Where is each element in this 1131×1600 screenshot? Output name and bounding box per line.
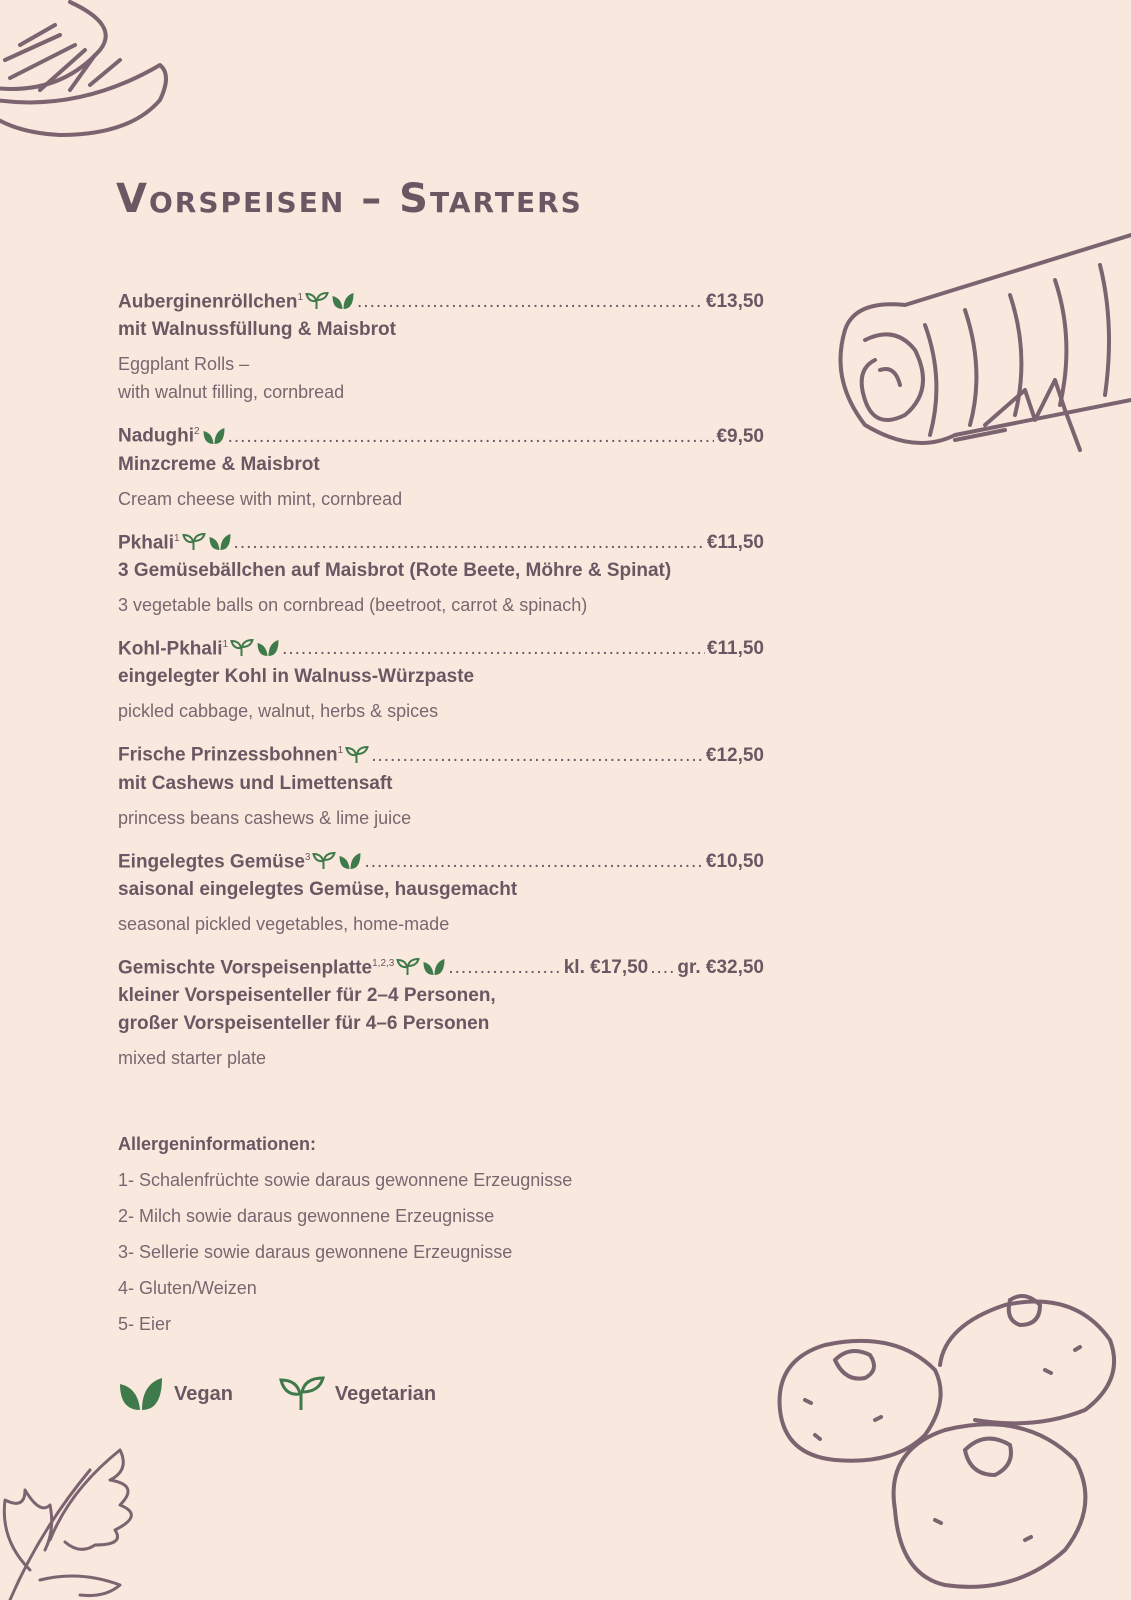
dish-price: €13,50 (705, 291, 764, 313)
menu-item (118, 525, 764, 619)
allergen-item: 4- Gluten/Weizen (118, 1278, 257, 1298)
dot-leader (282, 635, 705, 663)
menu-item-heading (118, 631, 764, 663)
dish-price: €10,50 (705, 850, 764, 872)
vegan-leaf-icon (331, 292, 355, 310)
legend-vegan-label: Vegan (174, 1382, 233, 1405)
allergen-info (118, 1126, 572, 1342)
allergen-marker: 1 (222, 638, 229, 650)
menu-item-heading (118, 284, 764, 316)
dot-leader (448, 954, 561, 982)
vegetarian-sprout-icon (182, 533, 206, 551)
vegetarian-sprout-icon (230, 639, 254, 657)
allergen-heading: Allergeninformationen: (118, 1134, 317, 1154)
dot-leader (357, 288, 704, 316)
menu-item-heading (118, 418, 764, 450)
menu-item (118, 284, 764, 406)
vegetarian-sprout-icon (345, 746, 369, 764)
allergen-marker: 1,2,3 (372, 957, 395, 969)
dish-name: Auberginenröllchen$^1$ (118, 284, 355, 316)
dish-description-en-line: seasonal pickled vegetables, home-made (118, 913, 450, 934)
dish-description-en (118, 485, 764, 513)
menu-item-heading (118, 844, 764, 876)
dish-price: €11,50 (706, 638, 764, 660)
dish-description-en (118, 1044, 764, 1072)
vegetarian-sprout-icon (312, 852, 336, 870)
dot-leader: .... (650, 957, 676, 979)
dish-description-de: mit Cashews und Limettensaft (118, 772, 393, 794)
dish-description-en-line: princess beans cashews & lime juice (118, 807, 412, 828)
allergen-item: 2- Milch sowie daraus gewonnene Erzeugnisse (118, 1206, 495, 1226)
dish-description-en-line: pickled cabbage, walnut, herbs & spices (118, 701, 439, 722)
vegan-leaf-icon (118, 1376, 164, 1412)
dish-name: Eingelegtes Gemüse$^3$ (118, 844, 362, 876)
menu-item (118, 844, 764, 938)
menu-item-heading (118, 737, 764, 769)
menu-item-heading (118, 950, 764, 982)
allergen-item: 1- Schalenfrüchte sowie daraus gewonnene Erzeugnisse (118, 1170, 573, 1190)
potatoes-icon (775, 1290, 1131, 1600)
dish-price: €11,50 (706, 531, 764, 553)
dish-price-large: gr. €32,50 (677, 957, 764, 979)
allergen-marker: 1 (297, 292, 304, 303)
dish-description-en (118, 350, 764, 406)
menu-item-heading (118, 525, 764, 557)
vegan-leaf-icon (202, 427, 226, 445)
dish-name: Kohl-Pkhali$^1$ (118, 631, 280, 663)
menu-item (118, 950, 764, 1072)
allergen-marker: 1 (337, 745, 344, 757)
dish-name: Gemischte Vorspeisenplatte$^{1,2,3}$ (118, 950, 446, 982)
dish-description-de: saisonal eingelegtes Gemüse, hausgemacht (118, 878, 518, 900)
allergen-marker: 1 (173, 532, 180, 544)
vegetarian-sprout-icon (305, 292, 329, 310)
dish-description-en-line: with walnut filling, cornbread (118, 382, 345, 403)
starters-list (118, 284, 764, 1084)
dish-price: €12,50 (705, 744, 764, 766)
dish-description-en (118, 697, 764, 725)
dish-description-en (118, 804, 764, 832)
dot-leader (228, 423, 715, 451)
dish-price: €9,50 (716, 425, 764, 447)
eggplant-roll-icon (835, 230, 1131, 460)
dish-description-en-line: mixed starter plate (118, 1048, 267, 1069)
vegetarian-sprout-icon (279, 1376, 325, 1412)
dish-description-de: 3 Gemüsebällchen auf Maisbrot (Rote Beete, Möhre & Spinat) (118, 559, 672, 581)
diet-legend (118, 1376, 482, 1412)
dot-leader (371, 742, 704, 770)
vegan-leaf-icon (338, 852, 362, 870)
dish-description-en (118, 591, 764, 619)
dish-description-en-line: 3 vegetable balls on cornbread (beetroot, carrot & spinach) (118, 594, 588, 615)
dish-description-de: mit Walnussfüllung & Maisbrot (118, 319, 396, 341)
page-title: Vorspeisen – Starters (116, 176, 583, 222)
allergen-item: 3- Sellerie sowie daraus gewonnene Erzeugnisse (118, 1242, 513, 1262)
dish-price-small: kl. €17,50 (563, 957, 649, 979)
lemon-slice-icon (0, 0, 175, 145)
menu-item (118, 418, 764, 512)
dish-description-de: Minzcreme & Maisbrot (118, 453, 320, 475)
dish-description-en (118, 910, 764, 938)
menu-item (118, 631, 764, 725)
vegetarian-sprout-icon (396, 958, 420, 976)
dish-description-en-line: Eggplant Rolls – (118, 354, 250, 375)
dish-name: Frische Prinzessbohnen$^1$ (118, 737, 369, 769)
vegan-leaf-icon (208, 533, 232, 551)
legend-vegetarian-label: Vegetarian (334, 1382, 437, 1405)
vegan-leaf-icon (256, 639, 280, 657)
vegan-leaf-icon (422, 958, 446, 976)
menu-item (118, 737, 764, 831)
allergen-item: 5- Eier (118, 1314, 172, 1334)
dot-leader (364, 848, 703, 876)
allergen-marker: 2 (194, 426, 200, 438)
legend-vegetarian (279, 1376, 436, 1412)
dot-leader (234, 529, 705, 557)
herb-sprig-icon (0, 1430, 150, 1600)
legend-vegan (118, 1376, 233, 1412)
dish-description-de: kleiner Vorspeisenteller für 2–4 Personen, (118, 985, 496, 1007)
dish-name: Pkhali$^1$ (118, 525, 232, 557)
dish-name: Nadughi$^2$ (118, 418, 226, 450)
dish-description-en-line: Cream cheese with mint, cornbread (118, 488, 403, 509)
dish-description-de: eingelegter Kohl in Walnuss-Würzpaste (118, 666, 475, 688)
dish-description-de: großer Vorspeisenteller für 4–6 Personen (118, 1013, 490, 1035)
allergen-marker: 3 (304, 851, 311, 863)
